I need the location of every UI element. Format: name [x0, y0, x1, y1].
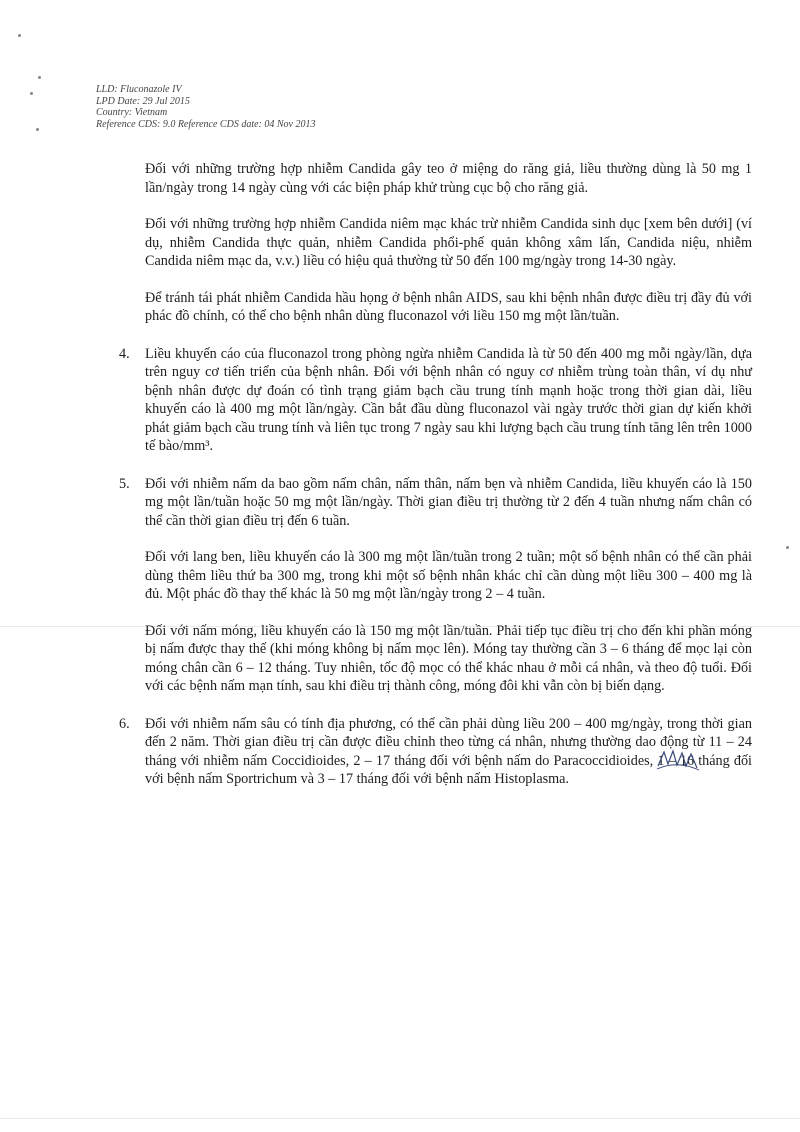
list-item-4 — [119, 345, 752, 456]
list-item-number: 5. — [119, 475, 130, 492]
scan-speck — [36, 128, 39, 131]
header-lld: LLD: Fluconazole IV — [96, 84, 182, 95]
paragraph: Liều khuyến cáo của fluconazol trong phòng ngừa nhiễm Candida là từ 50 đến 400 mg mỗi ngày/lần, dựa trên nguy cơ tiến triển của bệnh nhân. Đối với bệnh nhân có nguy cơ nhiễm trùng toàn thân, ví dụ như bệnh nhân được dự đoán có tình trạng giảm bạch cầu trung tính mạnh hoặc trong thời gian dài, liều khuyến cáo là 400 mg một lần/ngày. Cần bắt đầu dùng fluconazol vài ngày trước thời gian dự kiến khởi phát giảm bạch cầu trung tính và liên tục trong 7 ngày sau khi lượng bạch cầu trung tính tăng lên trên 1000 tế bào/mm³. — [145, 345, 752, 454]
paragraph: Để tránh tái phát nhiễm Candida hầu họng ở bệnh nhân AIDS, sau khi bệnh nhân được điều trị đầy đủ với phác đồ chính, có thể cho bệnh nhân dùng fluconazol với liều 150 mg một lần/tuần. — [145, 289, 752, 324]
intro-section — [145, 160, 752, 326]
paragraph: Đối với nhiễm nấm sâu có tính địa phương, có thể cần phải dùng liều 200 – 400 mg/ngày, trong thời gian đến 2 năm. Thời gian điều trị cần được điều chỉnh theo từng cá nhân, nhưng thường dao động từ 11 – 24 tháng với nhiễm nấm Coccidioides, 2 – 17 tháng đối với bệnh nấm do Paracoccidioides, 1 – 16 tháng đối với bệnh nấm Sportrichum và 3 – 17 tháng đối với bệnh nấm Histoplasma. — [145, 715, 752, 787]
paragraph: Đối với những trường hợp nhiễm Candida gây teo ở miệng do răng giả, liều thường dùng là 50 mg 1 lần/ngày trong 14 ngày cùng với các biện pháp khử trùng cục bộ cho răng giả. — [145, 161, 752, 196]
list-item-number: 4. — [119, 345, 130, 362]
list-item-number: 6. — [119, 715, 130, 732]
scan-speck — [38, 76, 41, 79]
scan-speck — [786, 546, 789, 549]
scan-line — [0, 1118, 800, 1119]
header-country: Country: Vietnam — [96, 107, 168, 118]
document-body — [120, 160, 752, 789]
document-header — [96, 84, 315, 130]
scan-speck — [30, 92, 33, 95]
handwritten-mark — [655, 746, 701, 772]
scan-speck — [18, 34, 21, 37]
list-item-5 — [119, 475, 752, 696]
paragraph: Đối với nấm móng, liều khuyến cáo là 150 mg một lần/tuần. Phải tiếp tục điều trị cho đến khi phần móng bị nấm được thay thế (khi móng không bị nấm mọc lên). Móng tay thường cần 3 – 6 tháng để mọc lại còn móng chân cần 6 – 12 tháng. Tuy nhiên, tốc độ mọc có thể khác nhau ở mỗi cá nhân, và theo độ tuổi. Đối với các bệnh nấm mạn tính, sau khi điều trị thành công, móng đôi khi vẫn còn bị biến dạng. — [145, 622, 752, 694]
header-lpd-date: LPD Date: 29 Jul 2015 — [96, 95, 190, 107]
paragraph: Đối với những trường hợp nhiễm Candida niêm mạc khác trừ nhiễm Candida sinh dục [xem bên dưới] (ví dụ, nhiễm Candida thực quản, nhiễm Candida phổi-phế quản không xâm lấn, Candida niệu, nhiễm Candida niêm mạc da, v.v.) liều có hiệu quả thường từ 50 đến 100 mg/ngày trong 14-30 ngày. — [145, 216, 752, 269]
paragraph: Đối với lang ben, liều khuyến cáo là 300 mg một lần/tuần trong 2 tuần; một số bệnh nhân có thể cần phải dùng thêm liều thứ ba 300 mg, trong khi một số bệnh nhân khác chỉ cần dùng một liều 300 – 400 mg là đủ. Một phác đồ thay thế khác là 50 mg một lần/ngày trong 2 – 4 tuần. — [145, 549, 752, 602]
header-reference-cds: Reference CDS: 9.0 Reference CDS date: 04 Nov 2013 — [96, 118, 316, 130]
paragraph: Đối với nhiễm nấm da bao gồm nấm chân, nấm thân, nấm bẹn và nhiễm Candida, liều khuyến cáo là 150 mg một lần/tuần hoặc 50 mg một lần/ngày. Thời gian điều trị thường từ 2 đến 4 tuần nhưng nấm chân có thể cần thời gian điều trị đến 6 tuần. — [145, 475, 752, 529]
